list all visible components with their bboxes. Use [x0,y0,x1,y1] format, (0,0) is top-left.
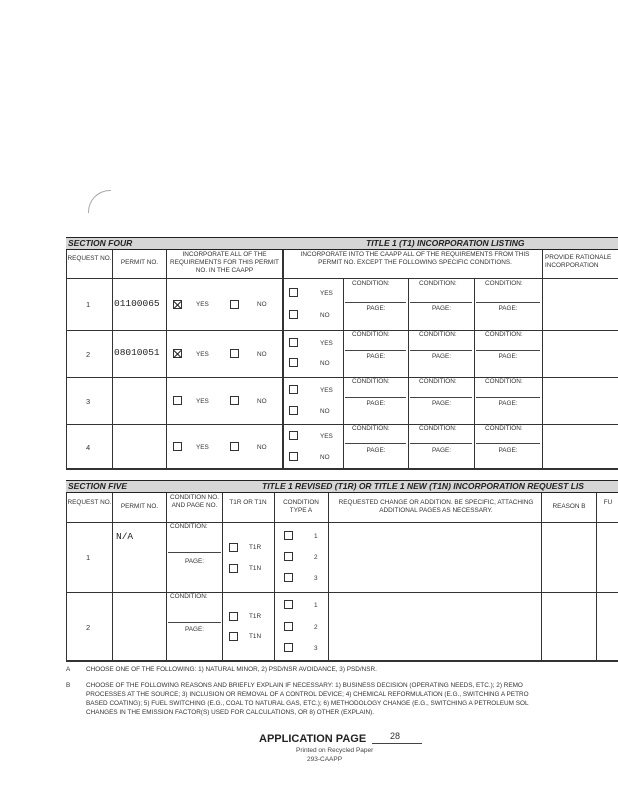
except-yes-label: YES [320,433,333,440]
page-label: PAGE: [184,558,205,565]
yes-checkbox[interactable] [173,349,182,358]
no-label: NO [257,398,267,405]
page-label: PAGE: [498,305,518,312]
t1n-checkbox[interactable] [229,564,238,573]
footnote-a-text: CHOOSE ONE OF THE FOLLOWING: 1) NATURAL MINOR, 2) PSD/NSR AVOIDANCE, 3) PSD/NSR. [86,666,377,673]
col-incorporate-except: INCORPORATE INTO THE CAAPP ALL OF THE REQUIREMENTS FROM THIS PERMIT NO. EXCEPT THE FOLLOWING SPECIFIC CONDITIONS. [300,251,530,266]
page-number: 28 [390,731,401,741]
request-number: 1 [86,300,91,309]
no-checkbox[interactable] [230,349,239,358]
footnote-b-line-3: BASED COATING); 5) FUEL SWITCHING (E.G., COAL TO NATURAL GAS, ETC.); 6) METHODOLOGY CHANGE (E.G., SWITCHING A PETROLEUM SOL [86,700,529,707]
request-number: 3 [86,397,91,406]
except-yes-label: YES [320,290,333,297]
type-2-label: 2 [314,554,318,561]
type-2-checkbox[interactable] [284,622,293,631]
section-four-heading: TITLE 1 (T1) INCORPORATION LISTING [366,238,525,248]
col-condition-page: CONDITION NO. AND PAGE NO. [170,494,219,509]
except-no-checkbox[interactable] [289,310,298,319]
no-label: NO [257,351,267,358]
except-no-label: NO [320,360,330,367]
page-label: PAGE: [431,447,452,454]
yes-checkbox[interactable] [173,300,182,309]
col-condition-type: CONDITION TYPE A [283,499,319,514]
t1r-checkbox[interactable] [229,612,238,621]
condition-label: CONDITION: [485,331,523,338]
condition-label: CONDITION: [170,523,208,530]
t1n-checkbox[interactable] [229,632,238,641]
except-yes-label: YES [320,340,333,347]
yes-label: YES [196,351,209,358]
type-1-label: 1 [314,533,318,540]
col-t1r-t1n: T1R OR T1N [229,499,267,506]
yes-label: YES [196,301,209,308]
except-yes-checkbox[interactable] [289,288,298,297]
condition-label: CONDITION: [352,425,390,432]
except-yes-checkbox[interactable] [289,338,298,347]
col-request-no: REQUEST NO. [67,499,112,506]
page-label: PAGE: [498,400,518,407]
except-yes-checkbox[interactable] [289,385,298,394]
request-number: 1 [86,553,91,562]
condition-label: CONDITION: [170,593,208,600]
type-1-checkbox[interactable] [284,531,293,540]
col-requested-change: REQUESTED CHANGE OR ADDITION. BE SPECIFIC, ATTACHING ADDITIONAL PAGES AS NECESSARY. [338,499,534,514]
col-rationale: PROVIDE RATIONALE INCORPORATION [545,254,612,269]
except-no-checkbox[interactable] [289,358,298,367]
request-number: 4 [86,443,91,452]
footnote-b-label: B [66,682,71,689]
type-1-checkbox[interactable] [284,600,293,609]
except-yes-checkbox[interactable] [289,431,298,440]
form-code: 293-CAAPP [307,756,343,763]
col-permit-no: PERMIT NO. [120,503,159,510]
no-label: NO [257,301,267,308]
footnote-b-line-1: CHOOSE OF THE FOLLOWING REASONS AND BRIEFLY EXPLAIN IF NECESSARY: 1) BUSINESS DECISION (OPERATING NEEDS, ETC.); 2) REMO [86,682,523,689]
type-3-label: 3 [314,575,318,582]
except-no-label: NO [320,312,330,319]
condition-label: CONDITION: [419,425,457,432]
request-number: 2 [86,350,91,359]
page-label: PAGE: [431,305,452,312]
footnote-b-line-2: PROCESSES AT THE SOURCE; 3) INCLUSION OR REMOVAL OF A CONTROL DEVICE; 4) CHEMICAL REFORMULATION (E.G., SWITCHING A PETRO [86,691,529,698]
yes-checkbox[interactable] [173,396,182,405]
except-no-checkbox[interactable] [289,406,298,415]
col-permit-no: PERMIT NO. [120,259,159,266]
footnote-b-line-4: CHANGES IN THE EMISSION FACTOR(S) USED FOR CALCULATIONS, OR 8) OTHER (EXPLAIN). [86,709,374,716]
page-label: PAGE: [366,447,386,454]
t1r-label: T1R [249,613,262,620]
yes-label: YES [196,444,209,451]
condition-label: CONDITION: [352,280,390,287]
t1r-label: T1R [249,544,262,551]
permit-number: 01100065 [114,298,160,309]
t1n-label: T1N [249,565,262,572]
page-label: PAGE: [498,447,518,454]
page-label: PAGE: [184,626,205,633]
type-2-checkbox[interactable] [284,552,293,561]
no-checkbox[interactable] [230,300,239,309]
footnote-a-label: A [66,666,71,673]
no-checkbox[interactable] [230,396,239,405]
col-request-no: REQUEST NO. [67,255,112,262]
permit-number: 08010051 [114,347,160,358]
yes-checkbox[interactable] [173,442,182,451]
except-yes-label: YES [320,387,333,394]
section-four-header [66,237,618,250]
page-label: PAGE: [498,353,518,360]
page-label: PAGE: [431,353,452,360]
condition-label: CONDITION: [352,378,390,385]
section-four-title: SECTION FOUR [68,238,133,248]
condition-label: CONDITION: [419,331,457,338]
condition-label: CONDITION: [419,280,457,287]
except-no-checkbox[interactable] [289,452,298,461]
condition-label: CONDITION: [485,280,523,287]
page-label: PAGE: [366,353,386,360]
condition-label: CONDITION: [485,378,523,385]
col-incorporate-all: INCORPORATE ALL OF THE REQUIREMENTS FOR THIS PERMIT NO. IN THE CAAPP [170,251,279,274]
application-page-label: APPLICATION PAGE [259,733,367,745]
yes-label: YES [196,398,209,405]
request-number: 2 [86,623,91,632]
page-label: PAGE: [431,400,452,407]
type-1-label: 1 [314,602,318,609]
condition-label: CONDITION: [419,378,457,385]
condition-label: CONDITION: [485,425,523,432]
no-checkbox[interactable] [230,442,239,451]
recycled-paper-note: Printed on Recycled Paper [296,747,374,754]
type-3-label: 3 [314,645,318,652]
col-cut-off: FU [603,499,613,506]
except-no-label: NO [320,408,330,415]
page-label: PAGE: [366,305,386,312]
permit-value: N/A [116,531,134,542]
type-3-checkbox[interactable] [284,573,293,582]
condition-label: CONDITION: [352,331,390,338]
page-corner-mark [88,190,111,213]
page-label: PAGE: [366,400,386,407]
t1n-label: T1N [249,633,262,640]
t1r-checkbox[interactable] [229,543,238,552]
type-2-label: 2 [314,624,318,631]
type-3-checkbox[interactable] [284,643,293,652]
section-five-title: SECTION FIVE [68,481,128,491]
no-label: NO [257,444,267,451]
except-no-label: NO [320,454,330,461]
section-five-heading: TITLE 1 REVISED (T1R) OR TITLE 1 NEW (T1N) INCORPORATION REQUEST LIS [262,481,584,491]
section-five-header [66,480,618,493]
col-reason: REASON B [552,503,586,510]
